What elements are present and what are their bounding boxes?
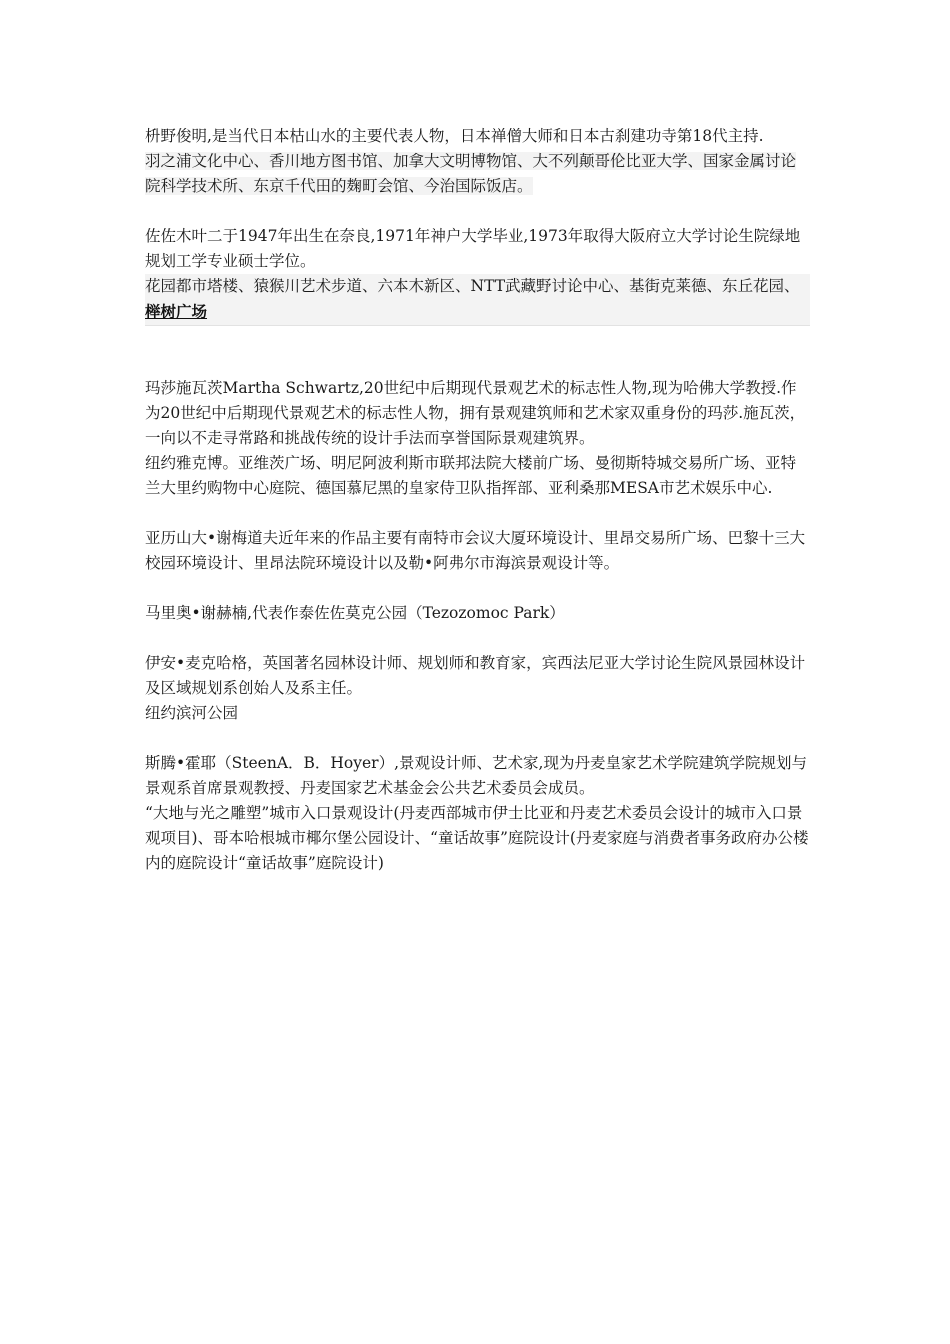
paragraph-masuno-works <box>145 149 810 199</box>
paragraph-sasaki-works <box>145 274 810 326</box>
paragraph-schjetnan: 马里奥•谢赫楠,代表作泰佐佐莫克公园（Tezozomoc Park） <box>145 604 565 622</box>
paragraph-schwartz-bio: 玛莎施瓦茨Martha Schwartz,20世纪中后期现代景观艺术的标志性人物,现为哈佛大学教授.作为20世纪中后期现代景观艺术的标志性人物，拥有景观建筑师和艺术家双重身份的玛莎.施瓦茨，一向以不走寻常路和挑战传统的设计手法而享誉国际景观建筑界。 <box>145 379 806 447</box>
sasaki-works-text: 花园都市塔楼、猿猴川艺术步道、六本木新区、NTT武藏野讨论中心、基街克莱德、东丘花园、 <box>145 277 800 295</box>
paragraph-spacer <box>145 326 810 376</box>
paragraph-sasaki-bio: 佐佐木叶二于1947年出生在奈良,1971年神户大学毕业,1973年取得大阪府立大学讨论生院绿地规划工学专业硕士学位。 <box>145 227 801 270</box>
paragraph-masuno-bio: 枡野俊明,是当代日本枯山水的主要代表人物，日本禅僧大师和日本古刹建功寺第18代主持. <box>145 127 764 145</box>
paragraph-spacer <box>145 726 810 751</box>
paragraph-schwartz-works: 纽约雅克博。亚维茨广场、明尼阿波利斯市联邦法院大楼前广场、曼彻斯特城交易所广场、亚特兰大里约购物中心庭院、德国慕尼黑的皇家侍卫队指挥部、亚利桑那MESA市艺术娱乐中心. <box>145 454 797 497</box>
paragraph-spacer <box>145 199 810 224</box>
paragraph-chemetoff: 亚历山大•谢梅道夫近年来的作品主要有南特市会议大厦环境设计、里昂交易所广场、巴黎十三大校园环境设计、里昂法院环境设计以及勒•阿弗尔市海滨景观设计等。 <box>145 529 806 572</box>
document-body <box>145 124 810 876</box>
zelkova-plaza-link[interactable]: 榉树广场 <box>145 302 208 321</box>
paragraph-mcharg-bio: 伊安•麦克哈格，英国著名园林设计师、规划师和教育家，宾西法尼亚大学讨论生院风景园林设计及区域规划系创始人及系主任。 <box>145 654 806 697</box>
masuno-works-text: 羽之浦文化中心、香川地方图书馆、加拿大文明博物馆、大不列颠哥伦比亚大学、国家金属讨论院科学技术所、东京千代田的麹町会馆、今治国际饭店。 <box>145 152 797 195</box>
paragraph-spacer <box>145 626 810 651</box>
paragraph-hoyer-works: “大地与光之雕塑”城市入口景观设计(丹麦西部城市伊士比亚和丹麦艺术委员会设计的城市入口景观项目)、哥本哈根城市椰尔堡公园设计、“童话故事”庭院设计(丹麦家庭与消费者事务政府办公楼内的庭院设计“童话故事”庭院设计) <box>145 804 809 872</box>
paragraph-mcharg-works: 纽约滨河公园 <box>145 704 239 722</box>
paragraph-spacer <box>145 576 810 601</box>
paragraph-hoyer-bio: 斯腾•霍耶（SteenA．B．Hoyer）,景观设计师、艺术家,现为丹麦皇家艺术学院建筑学院规划与景观系首席景观教授、丹麦国家艺术基金会公共艺术委员会成员。 <box>145 754 807 797</box>
paragraph-spacer <box>145 501 810 526</box>
